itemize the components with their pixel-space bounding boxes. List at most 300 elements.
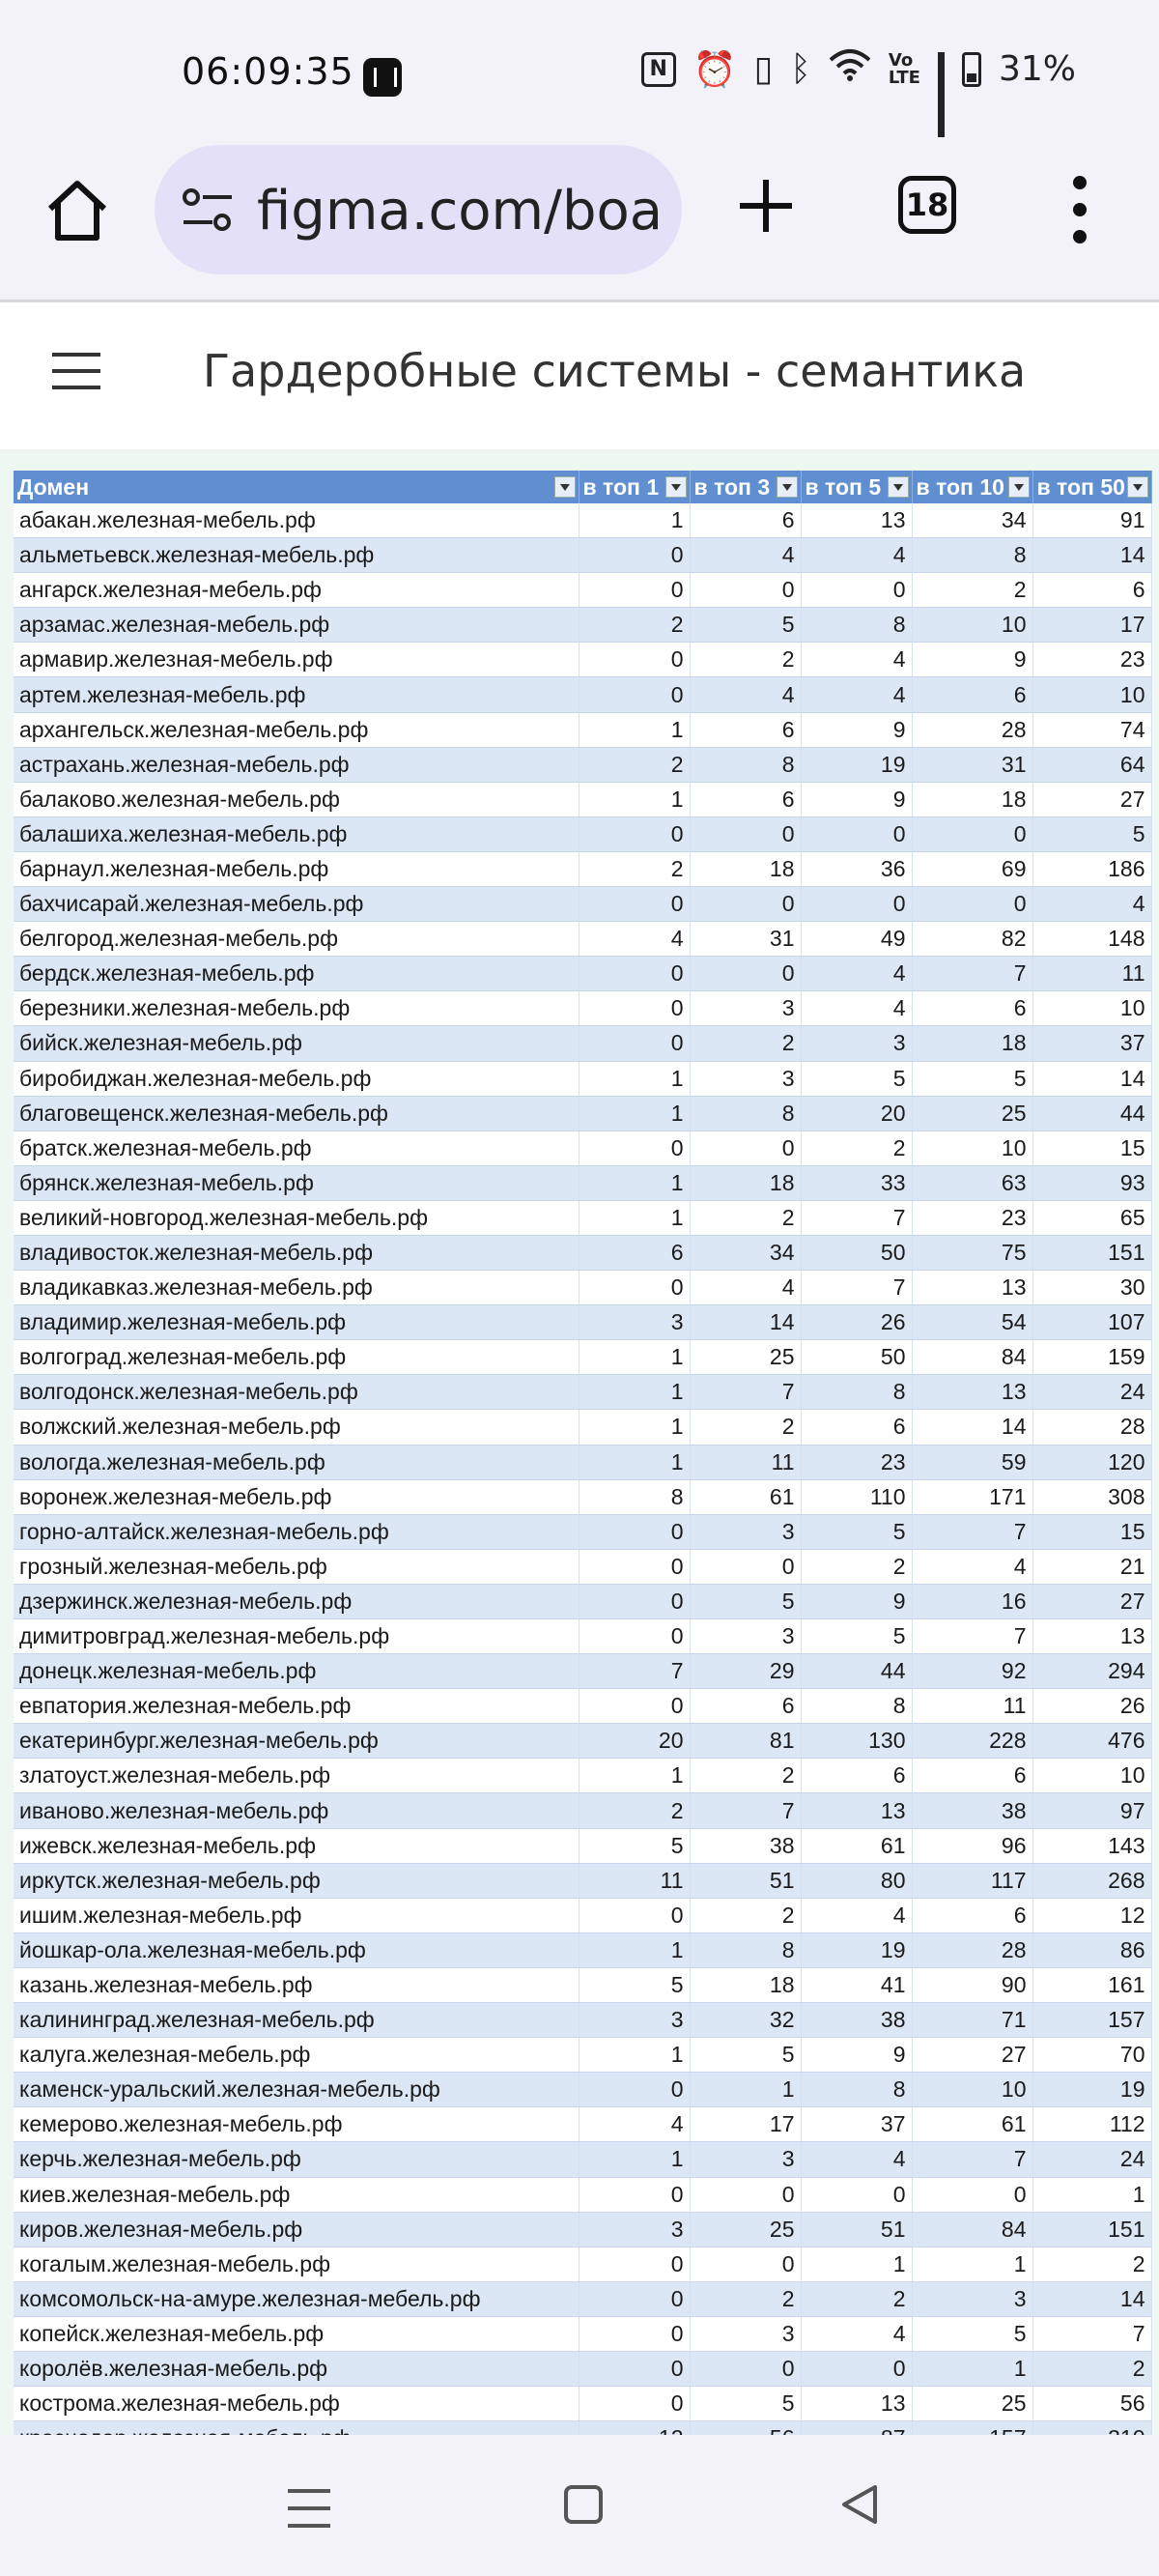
- domain-cell: дзержинск.железная-мебель.рф: [14, 1584, 579, 1618]
- count-cell: 151: [1032, 2212, 1151, 2247]
- count-cell: 11: [912, 1689, 1032, 1724]
- table-row: [14, 1200, 1151, 1235]
- more-menu-button[interactable]: [1068, 176, 1091, 243]
- count-cell: 20: [801, 1096, 912, 1131]
- domain-cell: барнаул.железная-мебель.рф: [14, 851, 579, 886]
- count-cell: 69: [912, 851, 1032, 886]
- table-row: [14, 1375, 1151, 1410]
- alarm-icon: ⏰: [693, 49, 737, 90]
- hamburger-menu-icon[interactable]: [52, 353, 100, 389]
- table-row: [14, 2073, 1151, 2107]
- count-cell: 18: [912, 1026, 1032, 1061]
- count-cell: 0: [579, 538, 690, 573]
- filter-dropdown-icon[interactable]: [1008, 476, 1030, 498]
- domain-cell: грозный.железная-мебель.рф: [14, 1549, 579, 1584]
- count-cell: 5: [801, 1514, 912, 1549]
- table-row: [14, 1271, 1151, 1305]
- count-cell: 7: [690, 1375, 801, 1410]
- count-cell: 61: [690, 1479, 801, 1514]
- count-cell: 13: [1032, 1619, 1151, 1654]
- table-row: [14, 677, 1151, 712]
- count-cell: 91: [1032, 503, 1151, 538]
- count-cell: 5: [690, 608, 801, 643]
- count-cell: 2: [579, 1793, 690, 1828]
- count-cell: 0: [579, 1689, 690, 1724]
- count-cell: 2: [690, 643, 801, 677]
- count-cell: 18: [690, 1165, 801, 1200]
- domain-cell: вологда.железная-мебель.рф: [14, 1445, 579, 1479]
- count-cell: 4: [801, 643, 912, 677]
- count-cell: 5: [912, 2316, 1032, 2351]
- domain-cell: кострома.железная-мебель.рф: [14, 2387, 579, 2421]
- domain-cell: казань.железная-мебель.рф: [14, 1967, 579, 2002]
- nav-home-icon[interactable]: [564, 2485, 603, 2524]
- count-cell: 3: [690, 991, 801, 1026]
- count-cell: 8: [690, 1096, 801, 1131]
- filter-dropdown-icon[interactable]: [777, 476, 798, 498]
- domain-cell: бердск.железная-мебель.рф: [14, 957, 579, 991]
- table-row: [14, 747, 1151, 782]
- count-cell: 9: [912, 643, 1032, 677]
- table-row: [14, 608, 1151, 643]
- domain-cell: калуга.железная-мебель.рф: [14, 2038, 579, 2073]
- count-cell: 90: [912, 1967, 1032, 2002]
- new-tab-button[interactable]: [734, 174, 798, 238]
- count-cell: 4: [801, 957, 912, 991]
- count-cell: 23: [801, 1445, 912, 1479]
- count-cell: 1: [690, 2073, 801, 2107]
- home-icon: [42, 176, 112, 245]
- table-row: [14, 1932, 1151, 1967]
- table-row: [14, 2351, 1151, 2386]
- domain-cell: иркутск.железная-мебель.рф: [14, 1863, 579, 1898]
- count-cell: 9: [801, 2038, 912, 2073]
- count-cell: 65: [1032, 1200, 1151, 1235]
- count-cell: 51: [690, 1863, 801, 1898]
- table-row: [14, 816, 1151, 851]
- count-cell: 10: [1032, 1759, 1151, 1793]
- table-row: [14, 538, 1151, 573]
- count-cell: 75: [912, 1235, 1032, 1270]
- count-cell: 13: [912, 1271, 1032, 1305]
- count-cell: 3: [690, 1514, 801, 1549]
- count-cell: 19: [801, 747, 912, 782]
- count-cell: 2: [1032, 2247, 1151, 2281]
- count-cell: 31: [690, 922, 801, 957]
- filter-dropdown-icon[interactable]: [888, 476, 909, 498]
- table-row: [14, 1828, 1151, 1863]
- column-header[interactable]: в топ 10: [912, 471, 1032, 503]
- count-cell: 1: [579, 503, 690, 538]
- table-row: [14, 782, 1151, 816]
- count-cell: 3: [690, 2316, 801, 2351]
- count-cell: 13: [801, 2387, 912, 2421]
- count-cell: 33: [801, 1165, 912, 1200]
- count-cell: 0: [690, 957, 801, 991]
- tab-switcher-button[interactable]: 18: [898, 176, 956, 234]
- domain-cell: кемерово.железная-мебель.рф: [14, 2107, 579, 2142]
- count-cell: 34: [690, 1235, 801, 1270]
- count-cell: 7: [912, 1619, 1032, 1654]
- count-cell: 21: [1032, 1549, 1151, 1584]
- table-row: [14, 1549, 1151, 1584]
- count-cell: 0: [690, 1549, 801, 1584]
- domain-cell: горно-алтайск.железная-мебель.рф: [14, 1514, 579, 1549]
- count-cell: 0: [690, 1131, 801, 1165]
- count-cell: 2: [579, 851, 690, 886]
- count-cell: 4: [801, 538, 912, 573]
- count-cell: 5: [801, 1619, 912, 1654]
- table-row: [14, 1724, 1151, 1759]
- count-cell: 8: [579, 1479, 690, 1514]
- count-cell: 228: [912, 1724, 1032, 1759]
- count-cell: 0: [912, 2177, 1032, 2212]
- count-cell: 4: [801, 1898, 912, 1932]
- bluetooth-icon: ᛒ: [790, 49, 811, 89]
- domain-cell: владивосток.железная-мебель.рф: [14, 1235, 579, 1270]
- count-cell: 0: [579, 1549, 690, 1584]
- domain-cell: брянск.железная-мебель.рф: [14, 1165, 579, 1200]
- count-cell: 4: [801, 2142, 912, 2177]
- domain-cell: братск.железная-мебель.рф: [14, 1131, 579, 1165]
- count-cell: 14: [1032, 1061, 1151, 1096]
- column-header[interactable]: в топ 5: [801, 471, 912, 503]
- table-row: [14, 1410, 1151, 1445]
- domain-cell: королёв.железная-мебель.рф: [14, 2351, 579, 2386]
- count-cell: 0: [579, 573, 690, 608]
- count-cell: 9: [801, 712, 912, 747]
- count-cell: 28: [912, 1932, 1032, 1967]
- count-cell: 41: [801, 1967, 912, 2002]
- count-cell: 1: [912, 2351, 1032, 2386]
- count-cell: 13: [801, 1793, 912, 1828]
- count-cell: 13: [912, 1375, 1032, 1410]
- count-cell: 120: [1032, 1445, 1151, 1479]
- table-row: [14, 991, 1151, 1026]
- count-cell: 161: [1032, 1967, 1151, 2002]
- back-icon[interactable]: [838, 2483, 881, 2526]
- column-header[interactable]: в топ 1: [579, 471, 690, 503]
- count-cell: 10: [912, 2073, 1032, 2107]
- count-cell: 2: [801, 1131, 912, 1165]
- count-cell: 8: [801, 608, 912, 643]
- count-cell: 143: [1032, 1828, 1151, 1863]
- count-cell: 1: [579, 1200, 690, 1235]
- count-cell: 7: [912, 2142, 1032, 2177]
- count-cell: 110: [801, 1479, 912, 1514]
- filter-dropdown-icon[interactable]: [1127, 476, 1148, 498]
- count-cell: 1: [579, 1375, 690, 1410]
- count-cell: 1: [579, 712, 690, 747]
- count-cell: 24: [1032, 2142, 1151, 2177]
- count-cell: 6: [690, 782, 801, 816]
- table-row: [14, 2281, 1151, 2316]
- table-row: [14, 1619, 1151, 1654]
- count-cell: 7: [690, 1793, 801, 1828]
- count-cell: 38: [912, 1793, 1032, 1828]
- count-cell: 6: [579, 1235, 690, 1270]
- count-cell: 38: [690, 1828, 801, 1863]
- count-cell: 3: [801, 1026, 912, 1061]
- count-cell: 20: [579, 1724, 690, 1759]
- count-cell: 28: [1032, 1410, 1151, 1445]
- count-cell: 117: [912, 1863, 1032, 1898]
- count-cell: 268: [1032, 1863, 1151, 1898]
- count-cell: 26: [1032, 1689, 1151, 1724]
- site-settings-icon[interactable]: [182, 187, 234, 232]
- table-row: [14, 643, 1151, 677]
- domain-cell: балашиха.железная-мебель.рф: [14, 816, 579, 851]
- count-cell: 1: [912, 2247, 1032, 2281]
- domain-cell: бийск.железная-мебель.рф: [14, 1026, 579, 1061]
- count-cell: 0: [690, 816, 801, 851]
- count-cell: 2: [579, 608, 690, 643]
- domain-cell: йошкар-ола.железная-мебель.рф: [14, 1932, 579, 1967]
- count-cell: 0: [690, 2351, 801, 2386]
- count-cell: 1: [579, 2038, 690, 2073]
- count-cell: 2: [690, 1759, 801, 1793]
- count-cell: 27: [1032, 1584, 1151, 1618]
- count-cell: 2: [579, 747, 690, 782]
- count-cell: 6: [690, 503, 801, 538]
- count-cell: 38: [801, 2003, 912, 2038]
- count-cell: 80: [801, 1863, 912, 1898]
- domain-cell: балаково.железная-мебель.рф: [14, 782, 579, 816]
- count-cell: 4: [912, 1549, 1032, 1584]
- count-cell: 25: [690, 2212, 801, 2247]
- count-cell: 3: [690, 1619, 801, 1654]
- count-cell: 14: [912, 1410, 1032, 1445]
- count-cell: 14: [1032, 538, 1151, 573]
- count-cell: 37: [1032, 1026, 1151, 1061]
- count-cell: 14: [1032, 2281, 1151, 2316]
- count-cell: 0: [579, 2281, 690, 2316]
- count-cell: 12: [1032, 1898, 1151, 1932]
- count-cell: 2: [1032, 2351, 1151, 2386]
- count-cell: 2: [801, 2281, 912, 2316]
- count-cell: 6: [912, 677, 1032, 712]
- count-cell: 186: [1032, 851, 1151, 886]
- count-cell: 5: [801, 1061, 912, 1096]
- count-cell: 0: [579, 2073, 690, 2107]
- count-cell: 8: [801, 1689, 912, 1724]
- count-cell: 44: [1032, 1096, 1151, 1131]
- count-cell: 5: [912, 1061, 1032, 1096]
- url-text[interactable]: figma.com/boa: [257, 180, 664, 243]
- count-cell: 8: [690, 747, 801, 782]
- canvas-area[interactable]: [0, 449, 1159, 2435]
- wifi-icon: [829, 48, 871, 90]
- domain-cell: керчь.железная-мебель.рф: [14, 2142, 579, 2177]
- plus-icon: [734, 174, 798, 238]
- count-cell: 4: [579, 2107, 690, 2142]
- count-cell: 86: [1032, 1932, 1151, 1967]
- count-cell: 294: [1032, 1654, 1151, 1689]
- domain-cell: киров.железная-мебель.рф: [14, 2212, 579, 2247]
- count-cell: 93: [1032, 1165, 1151, 1200]
- count-cell: 26: [801, 1305, 912, 1340]
- status-icons: [641, 48, 1076, 90]
- count-cell: 0: [579, 887, 690, 922]
- count-cell: 4: [801, 2316, 912, 2351]
- count-cell: 2: [690, 1898, 801, 1932]
- count-cell: 51: [801, 2212, 912, 2247]
- table-row: [14, 1061, 1151, 1096]
- count-cell: 6: [912, 991, 1032, 1026]
- count-cell: 16: [912, 1584, 1032, 1618]
- table-row: [14, 851, 1151, 886]
- filter-dropdown-icon[interactable]: [665, 476, 687, 498]
- count-cell: 5: [690, 2387, 801, 2421]
- count-cell: 50: [801, 1235, 912, 1270]
- count-cell: 13: [801, 503, 912, 538]
- count-cell: 6: [1032, 573, 1151, 608]
- filter-dropdown-icon[interactable]: [554, 476, 576, 498]
- count-cell: 0: [801, 816, 912, 851]
- count-cell: 0: [690, 573, 801, 608]
- count-cell: 0: [579, 957, 690, 991]
- count-cell: 37: [801, 2107, 912, 2142]
- domain-cell: иваново.железная-мебель.рф: [14, 1793, 579, 1828]
- status-bar: [0, 0, 1159, 135]
- count-cell: 18: [690, 1967, 801, 2002]
- count-cell: 32: [690, 2003, 801, 2038]
- count-cell: 97: [1032, 1793, 1151, 1828]
- table-row: [14, 1584, 1151, 1618]
- table-body: [14, 503, 1151, 2491]
- count-cell: 49: [801, 922, 912, 957]
- domain-cell: биробиджан.железная-мебель.рф: [14, 1061, 579, 1096]
- count-cell: 1: [579, 1759, 690, 1793]
- address-bar[interactable]: [155, 145, 682, 274]
- count-cell: 0: [579, 1514, 690, 1549]
- signal-icon: [938, 52, 945, 87]
- table-row: [14, 1654, 1151, 1689]
- count-cell: 17: [690, 2107, 801, 2142]
- table-row: [14, 1689, 1151, 1724]
- count-cell: 96: [912, 1828, 1032, 1863]
- home-button[interactable]: [42, 176, 112, 245]
- count-cell: 476: [1032, 1724, 1151, 1759]
- table-row: [14, 887, 1151, 922]
- domain-cell: волгодонск.железная-мебель.рф: [14, 1375, 579, 1410]
- count-cell: 11: [579, 1863, 690, 1898]
- count-cell: 5: [1032, 816, 1151, 851]
- count-cell: 50: [801, 1340, 912, 1375]
- table-row: [14, 2316, 1151, 2351]
- recent-apps-icon[interactable]: [288, 2489, 330, 2528]
- domain-cell: калининград.железная-мебель.рф: [14, 2003, 579, 2038]
- count-cell: 0: [579, 1131, 690, 1165]
- count-cell: 130: [801, 1724, 912, 1759]
- domain-cell: волжский.железная-мебель.рф: [14, 1410, 579, 1445]
- count-cell: 7: [1032, 2316, 1151, 2351]
- browser-toolbar: [0, 135, 1159, 300]
- table-row: [14, 2212, 1151, 2247]
- count-cell: 0: [690, 2247, 801, 2281]
- count-cell: 159: [1032, 1340, 1151, 1375]
- count-cell: 1: [579, 1445, 690, 1479]
- count-cell: 0: [579, 1584, 690, 1618]
- count-cell: 19: [801, 1932, 912, 1967]
- column-header[interactable]: в топ 3: [690, 471, 801, 503]
- count-cell: 10: [912, 1131, 1032, 1165]
- table-row: [14, 503, 1151, 538]
- count-cell: 30: [1032, 1271, 1151, 1305]
- domain-cell: когалым.железная-мебель.рф: [14, 2247, 579, 2281]
- count-cell: 9: [801, 782, 912, 816]
- domain-cell: донецк.железная-мебель.рф: [14, 1654, 579, 1689]
- count-cell: 1: [579, 782, 690, 816]
- table-row: [14, 957, 1151, 991]
- count-cell: 0: [579, 2177, 690, 2212]
- table-row: [14, 2142, 1151, 2177]
- count-cell: 4: [690, 1271, 801, 1305]
- domain-cell: ишим.железная-мебель.рф: [14, 1898, 579, 1932]
- count-cell: 4: [1032, 887, 1151, 922]
- domain-cell: екатеринбург.железная-мебель.рф: [14, 1724, 579, 1759]
- domain-cell: каменск-уральский.железная-мебель.рф: [14, 2073, 579, 2107]
- table-row: [14, 2247, 1151, 2281]
- count-cell: 82: [912, 922, 1032, 957]
- count-cell: 1: [579, 2142, 690, 2177]
- count-cell: 24: [1032, 1375, 1151, 1410]
- count-cell: 59: [912, 1445, 1032, 1479]
- count-cell: 4: [579, 922, 690, 957]
- table-row: [14, 1165, 1151, 1200]
- table-row: [14, 1793, 1151, 1828]
- table-row: [14, 2107, 1151, 2142]
- count-cell: 0: [579, 1271, 690, 1305]
- table-row: [14, 1026, 1151, 1061]
- count-cell: 17: [1032, 608, 1151, 643]
- count-cell: 1: [801, 2247, 912, 2281]
- count-cell: 4: [801, 991, 912, 1026]
- count-cell: 2: [690, 1200, 801, 1235]
- count-cell: 0: [801, 2351, 912, 2386]
- count-cell: 171: [912, 1479, 1032, 1514]
- column-header[interactable]: Домен: [14, 471, 579, 503]
- app-badge-icon: [363, 58, 402, 97]
- count-cell: 107: [1032, 1305, 1151, 1340]
- count-cell: 64: [1032, 747, 1151, 782]
- domain-cell: ангарск.железная-мебель.рф: [14, 573, 579, 608]
- count-cell: 63: [912, 1165, 1032, 1200]
- count-cell: 0: [579, 2351, 690, 2386]
- system-nav-bar: [0, 2435, 1159, 2576]
- menu-dot-icon: [1073, 176, 1087, 189]
- table-row: [14, 1445, 1151, 1479]
- count-cell: 81: [690, 1724, 801, 1759]
- domain-cell: абакан.железная-мебель.рф: [14, 503, 579, 538]
- table-row: [14, 712, 1151, 747]
- domain-cell: армавир.железная-мебель.рф: [14, 643, 579, 677]
- table-row: [14, 2038, 1151, 2073]
- domain-table: [14, 471, 1152, 2491]
- column-header[interactable]: в топ 50: [1032, 471, 1151, 503]
- count-cell: 6: [690, 712, 801, 747]
- count-cell: 0: [579, 2387, 690, 2421]
- count-cell: 84: [912, 1340, 1032, 1375]
- count-cell: 4: [801, 677, 912, 712]
- domain-cell: ижевск.железная-мебель.рф: [14, 1828, 579, 1863]
- count-cell: 3: [579, 2003, 690, 2038]
- table-row: [14, 573, 1151, 608]
- count-cell: 0: [579, 1026, 690, 1061]
- count-cell: 10: [1032, 677, 1151, 712]
- count-cell: 151: [1032, 1235, 1151, 1270]
- count-cell: 31: [912, 747, 1032, 782]
